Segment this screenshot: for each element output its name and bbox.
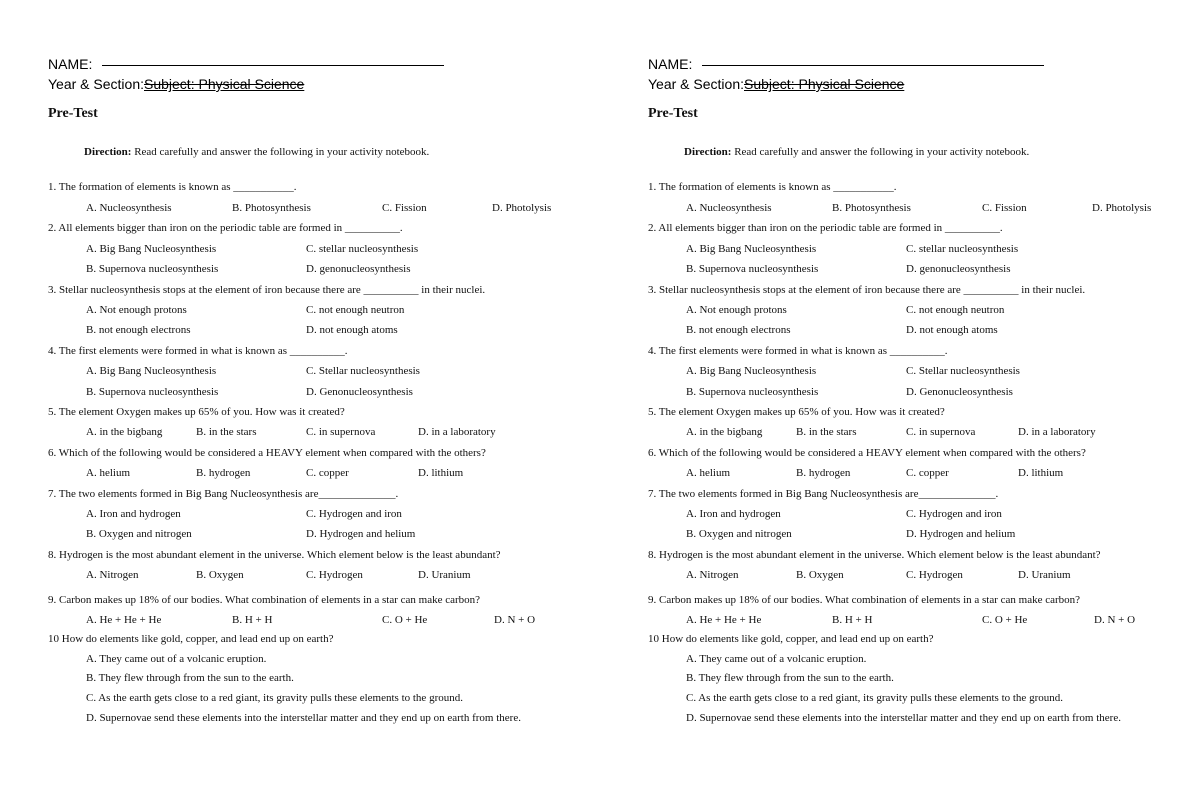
choice-3a: A. Not enough protons (686, 304, 787, 316)
question-9: 9. Carbon makes up 18% of our bodies. What combination of elements in a star can make carbon? (648, 594, 1081, 606)
year-section-row (648, 76, 904, 92)
direction-text: Read carefully and answer the following in your activity notebook. (131, 146, 430, 158)
question-6: 6. Which of the following would be considered a HEAVY element when compared with the others? (48, 447, 486, 459)
direction-label: Direction: (84, 146, 132, 158)
choice-6a: A. helium (686, 467, 730, 479)
choice-4c: C. Stellar nucleosynthesis (306, 365, 420, 377)
choice-1a: A. Nucleosynthesis (86, 202, 172, 214)
choice-7a: A. Iron and hydrogen (686, 508, 781, 520)
question-1: 1. The formation of elements is known as ___________. (648, 181, 897, 193)
choice-9c: C. O + He (982, 614, 1028, 626)
choice-9d: D. N + O (1094, 614, 1136, 626)
choice-1a: A. Nucleosynthesis (686, 202, 772, 214)
name-blank-line (702, 65, 1044, 66)
choice-5b: B. in the stars (796, 426, 857, 438)
choice-7b: B. Oxygen and nitrogen (686, 528, 792, 540)
choice-9d: D. N + O (494, 614, 536, 626)
choice-10b: B. They flew through from the sun to the earth. (686, 672, 894, 684)
year-section-row (48, 76, 304, 92)
question-8: 8. Hydrogen is the most abundant element in the universe. Which element below is the least abundant? (648, 549, 1101, 561)
choice-8d: D. Uranium (418, 569, 471, 581)
choice-1c: C. Fission (382, 202, 427, 214)
choice-10d: D. Supernovae send these elements into the interstellar matter and they end up on earth from there. (86, 712, 521, 724)
choice-2a: A. Big Bang Nucleosynthesis (686, 243, 817, 255)
choice-5c: C. in supernova (906, 426, 976, 438)
choice-3d: D. not enough atoms (306, 324, 398, 336)
choice-8a: A. Nitrogen (86, 569, 139, 581)
choice-1b: B. Photosynthesis (832, 202, 911, 214)
choice-2c: C. stellar nucleosynthesis (906, 243, 1019, 255)
page-title: Pre-Test (648, 106, 698, 121)
choice-9b: B. H + H (232, 614, 273, 626)
choice-2d: D. genonucleosynthesis (306, 263, 411, 275)
choice-1b: B. Photosynthesis (232, 202, 311, 214)
question-3: 3. Stellar nucleosynthesis stops at the element of iron because there are __________ in their nuclei. (48, 284, 486, 296)
name-label: NAME: (48, 56, 93, 72)
choice-6a: A. helium (86, 467, 130, 479)
choice-6d: D. lithium (418, 467, 464, 479)
question-6: 6. Which of the following would be considered a HEAVY element when compared with the others? (648, 447, 1086, 459)
choice-7b: B. Oxygen and nitrogen (86, 528, 192, 540)
choice-2c: C. stellar nucleosynthesis (306, 243, 419, 255)
choice-1d: D. Photolysis (1092, 202, 1152, 214)
choice-4c: C. Stellar nucleosynthesis (906, 365, 1020, 377)
choice-10d: D. Supernovae send these elements into the interstellar matter and they end up on earth from there. (686, 712, 1121, 724)
page-title: Pre-Test (48, 106, 98, 121)
choice-9a: A. He + He + He (86, 614, 162, 626)
question-2: 2. All elements bigger than iron on the periodic table are formed in __________. (48, 222, 403, 234)
choice-8b: B. Oxygen (796, 569, 844, 581)
choice-2b: B. Supernova nucleosynthesis (86, 263, 219, 275)
choice-2d: D. genonucleosynthesis (906, 263, 1011, 275)
question-1: 1. The formation of elements is known as ___________. (48, 181, 297, 193)
choice-1d: D. Photolysis (492, 202, 552, 214)
direction-text: Read carefully and answer the following in your activity notebook. (731, 146, 1030, 158)
question-7: 7. The two elements formed in Big Bang Nucleosynthesis are______________. (48, 488, 399, 500)
question-3: 3. Stellar nucleosynthesis stops at the element of iron because there are __________ in their nuclei. (648, 284, 1086, 296)
choice-3d: D. not enough atoms (906, 324, 998, 336)
choice-7c: C. Hydrogen and iron (906, 508, 1002, 520)
choice-5b: B. in the stars (196, 426, 257, 438)
question-7: 7. The two elements formed in Big Bang Nucleosynthesis are______________. (648, 488, 999, 500)
choice-9b: B. H + H (832, 614, 873, 626)
name-row (48, 56, 444, 72)
question-5: 5. The element Oxygen makes up 65% of you. How was it created? (648, 406, 945, 418)
choice-8b: B. Oxygen (196, 569, 244, 581)
choice-10c: C. As the earth gets close to a red giant, its gravity pulls these elements to the ground. (686, 692, 1063, 704)
choice-8c: C. Hydrogen (306, 569, 363, 581)
choice-5d: D. in a laboratory (1018, 426, 1096, 438)
choice-3b: B. not enough electrons (86, 324, 191, 336)
choice-8c: C. Hydrogen (906, 569, 963, 581)
worksheet-right (600, 0, 1200, 785)
choice-3c: C. not enough neutron (306, 304, 405, 316)
choice-3c: C. not enough neutron (906, 304, 1005, 316)
choice-3b: B. not enough electrons (686, 324, 791, 336)
choice-10b: B. They flew through from the sun to the earth. (86, 672, 294, 684)
name-row (648, 56, 1044, 72)
choice-10c: C. As the earth gets close to a red giant, its gravity pulls these elements to the ground. (86, 692, 463, 704)
question-5: 5. The element Oxygen makes up 65% of you. How was it created? (48, 406, 345, 418)
choice-6c: C. copper (906, 467, 949, 479)
choice-10a: A. They came out of a volcanic eruption. (686, 653, 867, 665)
year-section-label: Year & Section: (48, 76, 144, 92)
choice-7d: D. Hydrogen and helium (906, 528, 1016, 540)
direction (84, 146, 429, 158)
question-9: 9. Carbon makes up 18% of our bodies. What combination of elements in a star can make carbon? (48, 594, 481, 606)
choice-6d: D. lithium (1018, 467, 1064, 479)
name-label: NAME: (648, 56, 693, 72)
question-4: 4. The first elements were formed in what is known as __________. (648, 345, 948, 357)
question-4: 4. The first elements were formed in what is known as __________. (48, 345, 348, 357)
choice-5a: A. in the bigbang (86, 426, 163, 438)
question-2: 2. All elements bigger than iron on the periodic table are formed in __________. (648, 222, 1003, 234)
choice-1c: C. Fission (982, 202, 1027, 214)
choice-5d: D. in a laboratory (418, 426, 496, 438)
choice-4b: B. Supernova nucleosynthesis (86, 386, 219, 398)
choice-4d: D. Genonucleosynthesis (906, 386, 1013, 398)
choice-9c: C. O + He (382, 614, 428, 626)
choice-4b: B. Supernova nucleosynthesis (686, 386, 819, 398)
choice-4a: A. Big Bang Nucleosynthesis (86, 365, 217, 377)
direction-label: Direction: (684, 146, 732, 158)
choice-10a: A. They came out of a volcanic eruption. (86, 653, 267, 665)
choice-7a: A. Iron and hydrogen (86, 508, 181, 520)
choice-2a: A. Big Bang Nucleosynthesis (86, 243, 217, 255)
choice-5c: C. in supernova (306, 426, 376, 438)
choice-2b: B. Supernova nucleosynthesis (686, 263, 819, 275)
name-blank-line (102, 65, 444, 66)
choice-6b: B. hydrogen (796, 467, 851, 479)
year-section-label: Year & Section: (648, 76, 744, 92)
subject-label: Subject: Physical Science (144, 76, 305, 92)
choice-7c: C. Hydrogen and iron (306, 508, 402, 520)
question-10: 10 How do elements like gold, copper, and lead end up on earth? (48, 633, 334, 645)
subject-label: Subject: Physical Science (744, 76, 905, 92)
choice-8a: A. Nitrogen (686, 569, 739, 581)
choice-7d: D. Hydrogen and helium (306, 528, 416, 540)
choice-3a: A. Not enough protons (86, 304, 187, 316)
choice-4d: D. Genonucleosynthesis (306, 386, 413, 398)
choice-5a: A. in the bigbang (686, 426, 763, 438)
choice-8d: D. Uranium (1018, 569, 1071, 581)
choice-4a: A. Big Bang Nucleosynthesis (686, 365, 817, 377)
choice-9a: A. He + He + He (686, 614, 762, 626)
question-8: 8. Hydrogen is the most abundant element in the universe. Which element below is the least abundant? (48, 549, 501, 561)
question-10: 10 How do elements like gold, copper, and lead end up on earth? (648, 633, 934, 645)
direction (684, 146, 1029, 158)
choice-6c: C. copper (306, 467, 349, 479)
choice-6b: B. hydrogen (196, 467, 251, 479)
